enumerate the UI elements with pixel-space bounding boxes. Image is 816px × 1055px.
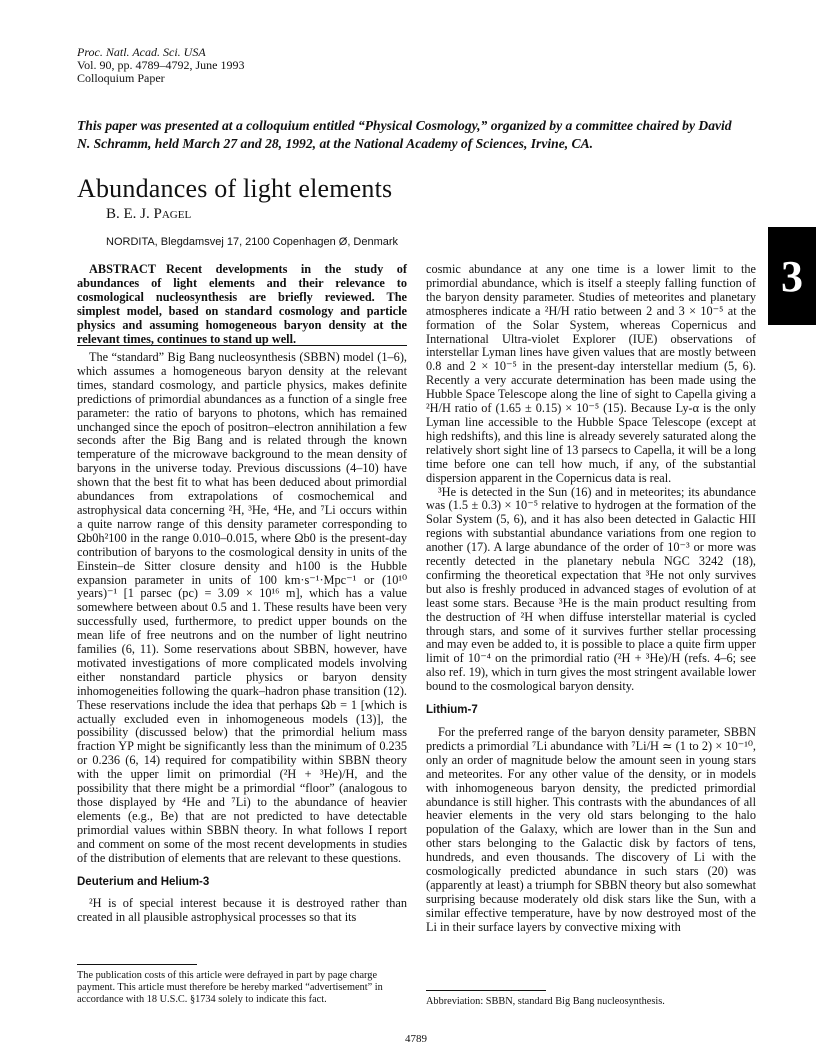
- abstract-divider: [77, 345, 407, 346]
- left-column: [77, 351, 407, 925]
- abbreviation-rule: [426, 990, 546, 991]
- paper-type: Colloquium Paper: [77, 71, 165, 85]
- right-paragraph-3: For the preferred range of the baryon density parameter, SBBN predicts a primordial ⁷Li abundance with ⁷Li/H ≃ (1 to 2) × 10⁻¹⁰, only an order of magnitude below the amount seen in young stars and meteorites. For any other value of the density, or in models with inhomogeneous baryon density, the predicted primordial abundance is still higher. This contrasts with the abundances of all heavier elements in the very old stars belonging to the halo population of the Galaxy, which are lower than in the Sun and other stars belonging to the Galactic disk by factors of tens, hundreds, and even thousands. The discovery of Li with the cosmologically predicted abundance in such stars (20) was (apparently at least) a triumph for SBBN theory but also somewhat surprising because moderately old disk stars like the Sun, with a similar effective temperature, have by now destroyed most of the Li in their surface layers by convective mixing with: [426, 725, 756, 934]
- footnote: The publication costs of this article were defrayed in part by page charge payment. This article must therefore be hereby marked “advertisement” in accordance with 18 U.S.C. §1734 solely to indicate this fact.: [77, 970, 383, 1005]
- colloquium-note: This paper was presented at a colloquium entitled “Physical Cosmology,” organized by a committee chaired by David N. Schramm, held March 27 and 28, 1992, at the National Academy of Sciences, Irvine, CA.: [77, 118, 732, 151]
- abstract-label: ABSTRACT: [89, 262, 156, 276]
- journal-volume: Vol. 90, pp. 4789–4792, June 1993: [77, 58, 245, 72]
- right-paragraph-2: ³He is detected in the Sun (16) and in meteorites; its abundance was (1.5 ± 0.3) × 10⁻⁵ relative to hydrogen at the formation of the Solar System (5, 6), and it has also been detected in Galactic HII regions with substantial abundance variations from one region to another (17). A large abundance of the order of 10⁻³ or more was recently detected in the planetary nebula NGC 3242 (18), confirming the theoretical expectation that ³He not only survives but also is freshly produced in advanced stages of evolution of at least some stars. Because ³He is the main product resulting from the destruction of ²H when diffuse interstellar material is cycled through stars, and some of it survives further stellar processing and may even be added to, it is possible to place a quite firm upper limit of 10⁻⁴ on the primordial ratio (²H + ³He)/H (refs. 4–6; see also ref. 19), which in turn gives the most stringent available lower bound to the cosmological baryon density.: [426, 484, 756, 694]
- journal-header: [77, 46, 244, 85]
- author-name: B. E. J. Pagel: [106, 206, 192, 222]
- deuterium-paragraph: ²H is of special interest because it is destroyed rather than created in all plausible astrophysical processes so that its: [77, 896, 407, 925]
- affiliation: NORDITA, Blegdamsvej 17, 2100 Copenhagen Ø, Denmark: [106, 236, 399, 248]
- page-number: 4789: [405, 1033, 427, 1045]
- abbreviation-note: Abbreviation: SBBN, standard Big Bang nucleosynthesis.: [426, 996, 665, 1007]
- author: [106, 206, 191, 223]
- intro-paragraph: The “standard” Big Bang nucleosynthesis (SBBN) model (1–6), which assumes a homogeneous baryon density at the relevant times, standard cosmology, and particle physics, makes definite predictions of primordial abundances as a function of a single free parameter: the ratio of baryons to photons, which has remained unchanged since the epoch of positron–electron annihilation a few seconds after the Big Bang and is related through the known temperature of the microwave background to the mean density of baryons in the universe today. Previous discussions (4–10) have shown that the best fit to what has been deduced about primordial abundances from extrapolations of cosmochemical and astrophysical data concerning ²H, ³He, ⁴He, and ⁷Li occurs within a quite narrow range of this density parameter corresponding to Ωb0h²100 in the range 0.010–0.015, where Ωb0 is the present-day contribution of baryons to the cosmological density in units of the Einstein–de Sitter closure density and h100 is the Hubble expansion parameter in units of 100 km·s⁻¹·Mpc⁻¹ or (10¹⁰ years)⁻¹ [1 parsec (pc) = 3.09 × 10¹⁶ m], which has a value somewhere between about 0.5 and 1. These results have been very successfully used, furthermore, to predict upper bounds on the mean life of free neutrons and on the number of light neutrino families (6, 11). Some reservations about SBBN, however, have motivated investigations of more complicated models involving either nonstandard particle physics or baryon density inhomogeneities following the quark–hadron phase transition (12). These reservations include the idea that perhaps Ωb = 1 [which is actually excluded even in inhomogeneous models (13)], the possibility (discussed below) that the primordial helium mass fraction YP might be significantly less than the minimum of 0.235 or 0.236 (6, 14) required for compatibility within SBBN theory with the upper limit on primordial (²H + ³He)/H, and the possibility that there might be a primordial “floor” (analogous to those displayed by ⁴He and ⁷Li) to the abundance of heavier elements (e.g., Be) that are not predicted to have detectable primordial values within SBBN theory. In what follows I report and comment on some of the most recent developments in studies of the distribution of elements that are relevant to these questions.: [77, 350, 407, 865]
- section-heading-deuterium: Deuterium and Helium-3: [77, 875, 210, 888]
- abstract: [77, 263, 407, 346]
- article-title: Abundances of light elements: [77, 174, 393, 203]
- right-column: [426, 263, 756, 935]
- section-heading-lithium: Lithium-7: [426, 704, 478, 717]
- journal-name: Proc. Natl. Acad. Sci. USA: [77, 45, 206, 59]
- abstract-text: Recent developments in the study of abundances of light elements and their relevance to cosmological nucleosynthesis are briefly reviewed. The simplest model, based on standard cosmology and particle physics and assuming homogeneous baryon density at the relevant times, continues to stand up well.: [77, 262, 407, 346]
- right-paragraph-1: cosmic abundance at any one time is a lower limit to the primordial abundance, which is itself a steeply falling function of the baryon density parameter. Studies of meteorites and planetary atmospheres indicate a ²H/H ratio between 2 and 3 × 10⁻⁵ at the formation of the Solar System, whereas Copernicus and International Ultra-violet Explorer (IUE) observations of interstellar Lyman lines have given values that are mostly between 0.8 and 2 × 10⁻⁵ in the present-day interstellar medium (5, 6). Recently a very accurate determination has been made using the Hubble Space Telescope along the line of sight to Capella giving a ²H/H ratio of (1.65 ± 0.15) × 10⁻⁵ (15). Because Ly-α is the only Lyman line accessible to the Hubble Space Telescope (except at high redshifts), and this line is already severely saturated along the relatively short sight line of 13 parsecs to Capella, it will be a long time before one can tell how much, if any, of the substantial dispersion apparent in the Copernicus data is real.: [426, 262, 756, 485]
- section-tab: 3: [768, 227, 816, 325]
- footnote-rule: [77, 964, 197, 965]
